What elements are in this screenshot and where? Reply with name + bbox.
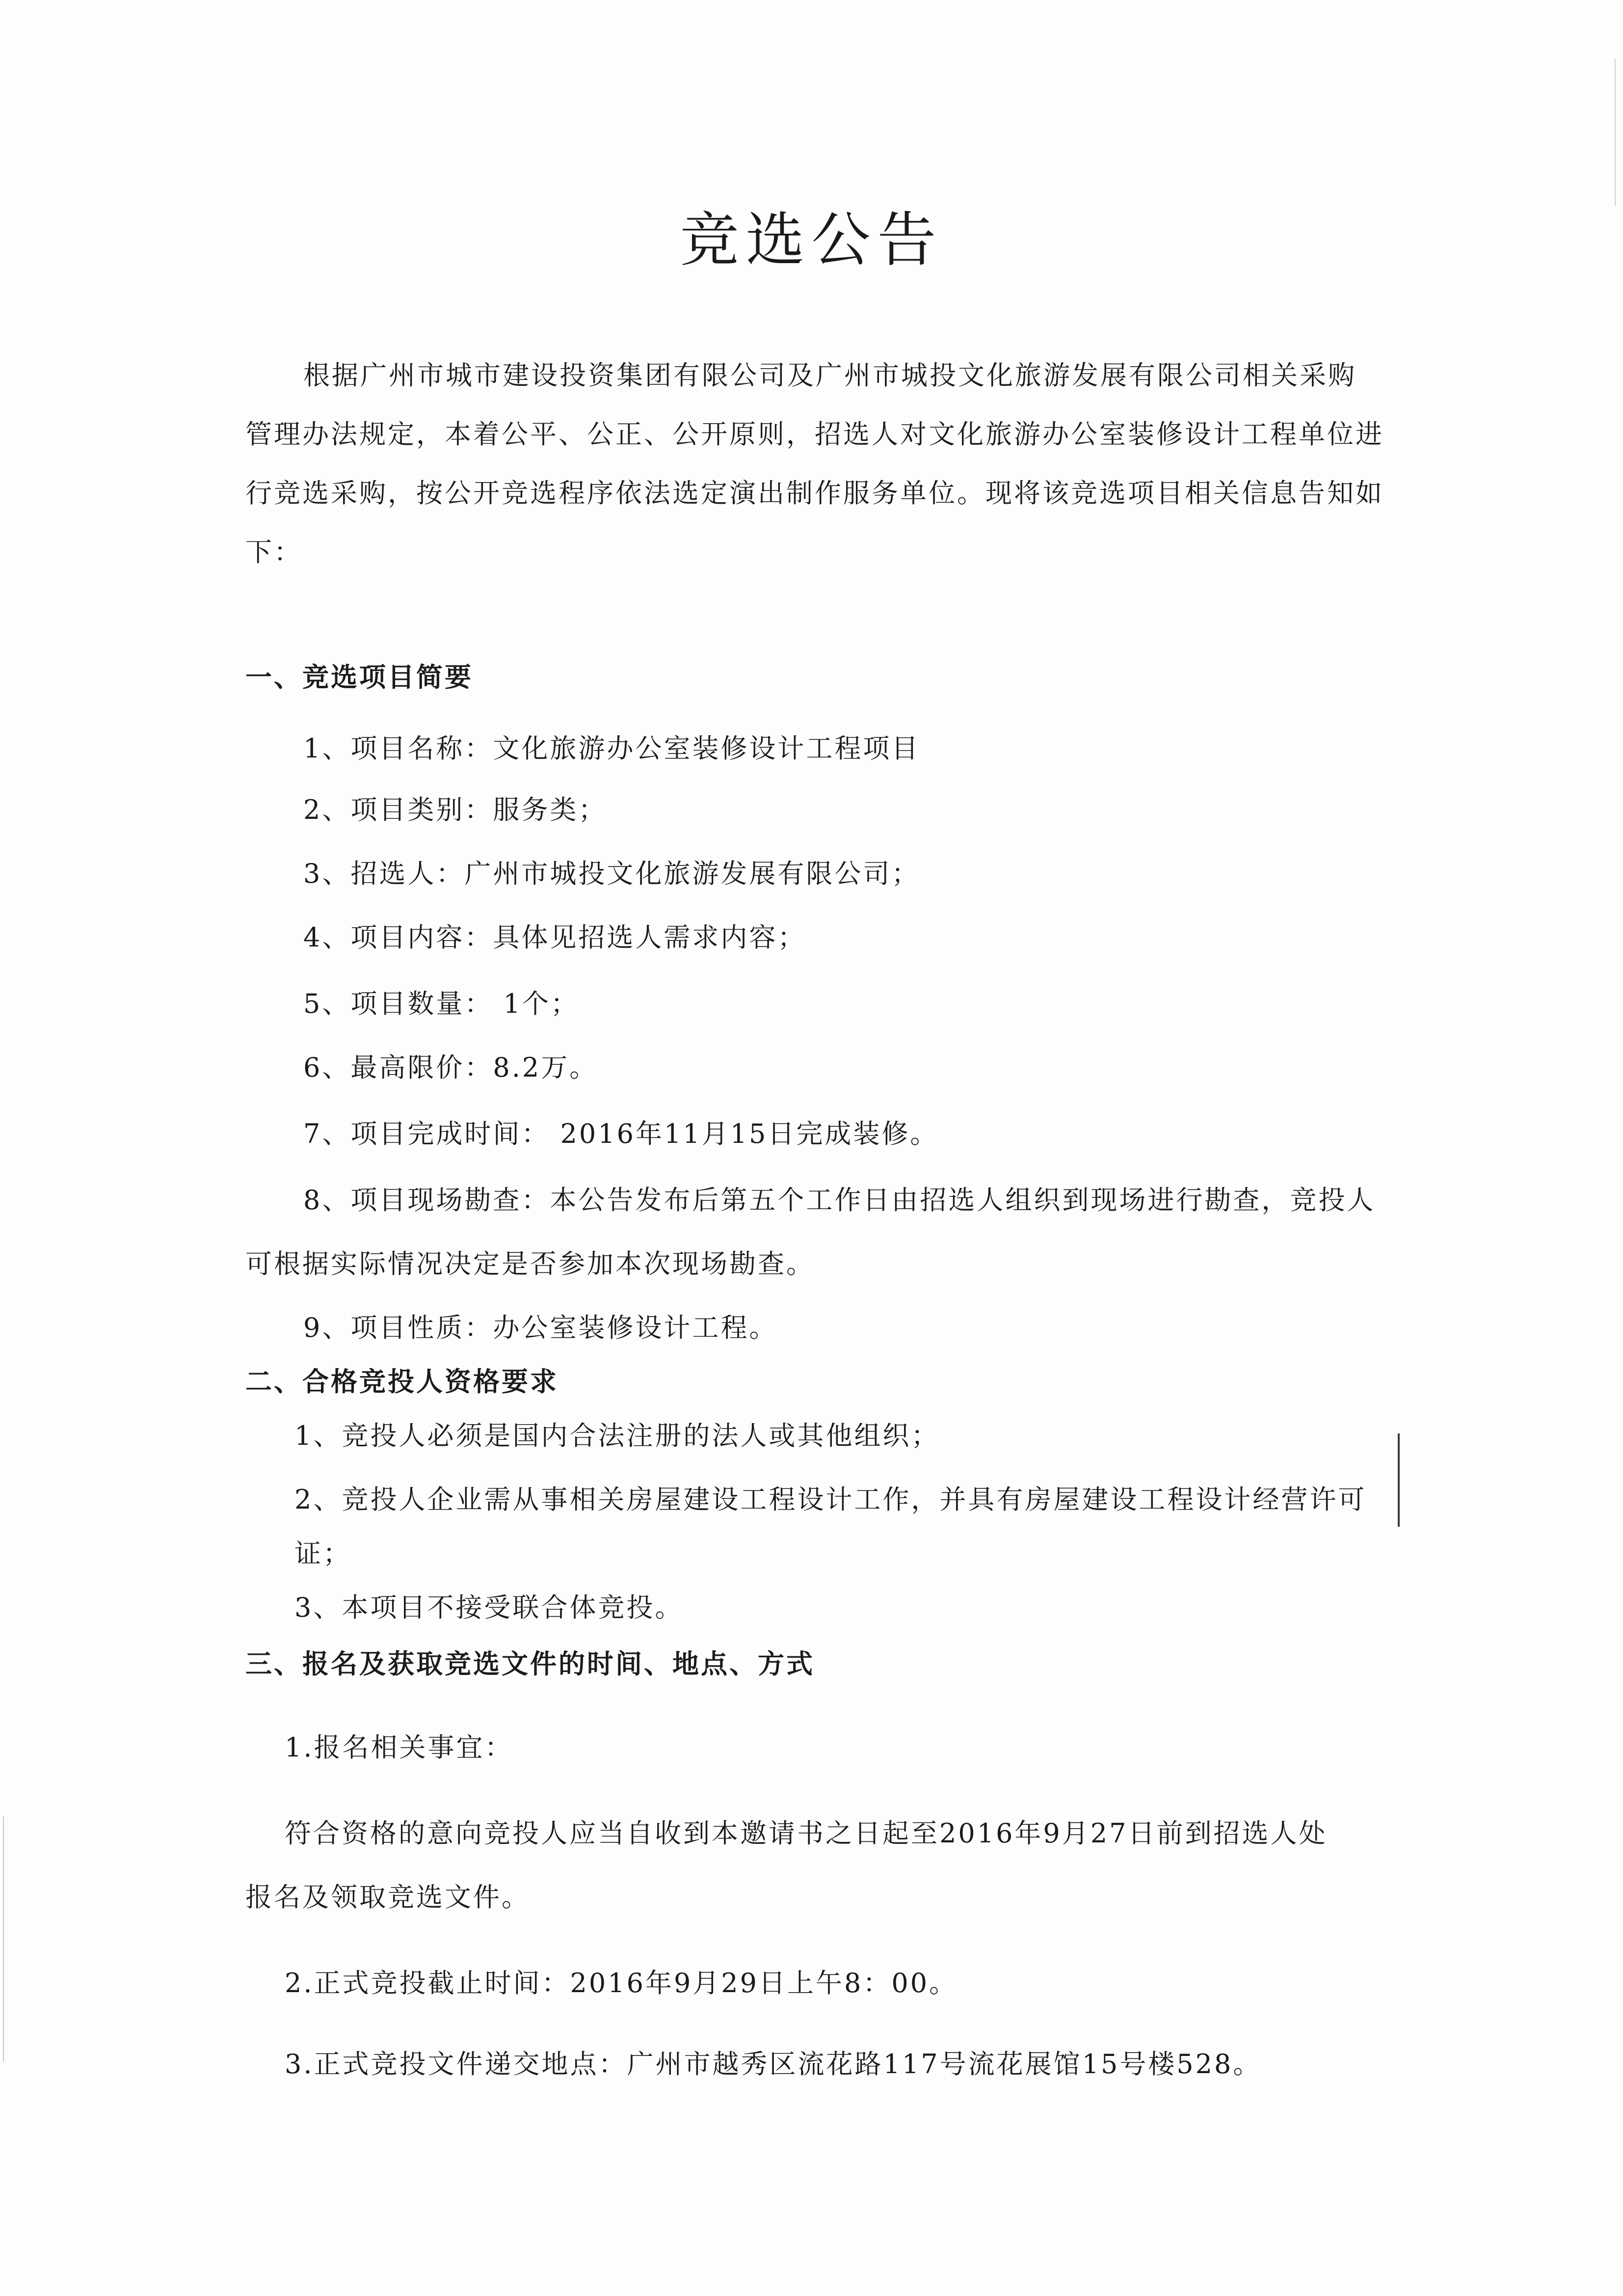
section-1-item-3: 3、招选人：广州市城投文化旅游发展有限公司；: [303, 858, 920, 889]
section-2-item-3: 3、本项目不接受联合体竞投。: [294, 1592, 684, 1623]
scan-edge-mark-left: [3, 1816, 4, 2062]
section-3-item-1-text-cont: 报名及领取竞选文件。: [245, 1882, 530, 1913]
section-1-item-6: 6、最高限价：8.2万。: [303, 1052, 598, 1083]
intro-line-2: 管理办法规定，本着公平、公正、公开原则，招选人对文化旅游办公室装修设计工程单位进: [245, 419, 1384, 450]
section-1-item-9: 9、项目性质：办公室装修设计工程。: [303, 1312, 778, 1343]
section-1-item-7: 7、项目完成时间： 2016年11月15日完成装修。: [303, 1118, 939, 1149]
section-1-item-4: 4、项目内容：具体见招选人需求内容；: [303, 922, 806, 953]
scan-mark: [1398, 1433, 1400, 1527]
section-1-item-8-cont: 可根据实际情况决定是否参加本次现场勘查。: [245, 1248, 815, 1279]
section-1-heading: 一、竞选项目简要: [245, 662, 473, 693]
section-2-item-2-cont: 证；: [294, 1538, 351, 1569]
section-2-item-2: 2、竞投人企业需从事相关房屋建设工程设计工作，并具有房屋建设工程设计经营许可: [294, 1484, 1367, 1515]
page-title: 竞选公告: [680, 206, 943, 274]
intro-line-1: 根据广州市城市建设投资集团有限公司及广州市城投文化旅游发展有限公司相关采购: [303, 360, 1357, 391]
section-3-item-1: 1.报名相关事宜：: [285, 1732, 513, 1763]
section-2-item-1: 1、竞投人必须是国内合法注册的法人或其他组织；: [294, 1420, 940, 1451]
section-1-item-1: 1、项目名称：文化旅游办公室装修设计工程项目: [303, 733, 920, 764]
section-1-item-8: 8、项目现场勘查：本公告发布后第五个工作日由招选人组织到现场进行勘查，竞投人: [303, 1185, 1376, 1216]
section-2-heading: 二、合格竞投人资格要求: [245, 1366, 559, 1397]
section-1-item-5: 5、项目数量： 1个；: [303, 988, 579, 1019]
section-3-item-1-text: 符合资格的意向竞投人应当自收到本邀请书之日起至2016年9月27日前到招选人处: [285, 1818, 1328, 1849]
section-1-item-2: 2、项目类别：服务类；: [303, 794, 607, 825]
section-3-item-2: 2.正式竞投截止时间：2016年9月29日上午8：00。: [285, 1968, 958, 1999]
section-3-item-3: 3.正式竞投文件递交地点：广州市越秀区流花路117号流花展馆15号楼528。: [285, 2049, 1262, 2080]
intro-line-4: 下：: [245, 537, 302, 567]
scan-edge-mark: [1615, 59, 1616, 206]
intro-line-3: 行竞选采购，按公开竞选程序依法选定演出制作服务单位。现将该竞选项目相关信息告知如: [245, 478, 1384, 509]
section-3-heading: 三、报名及获取竞选文件的时间、地点、方式: [245, 1648, 815, 1679]
